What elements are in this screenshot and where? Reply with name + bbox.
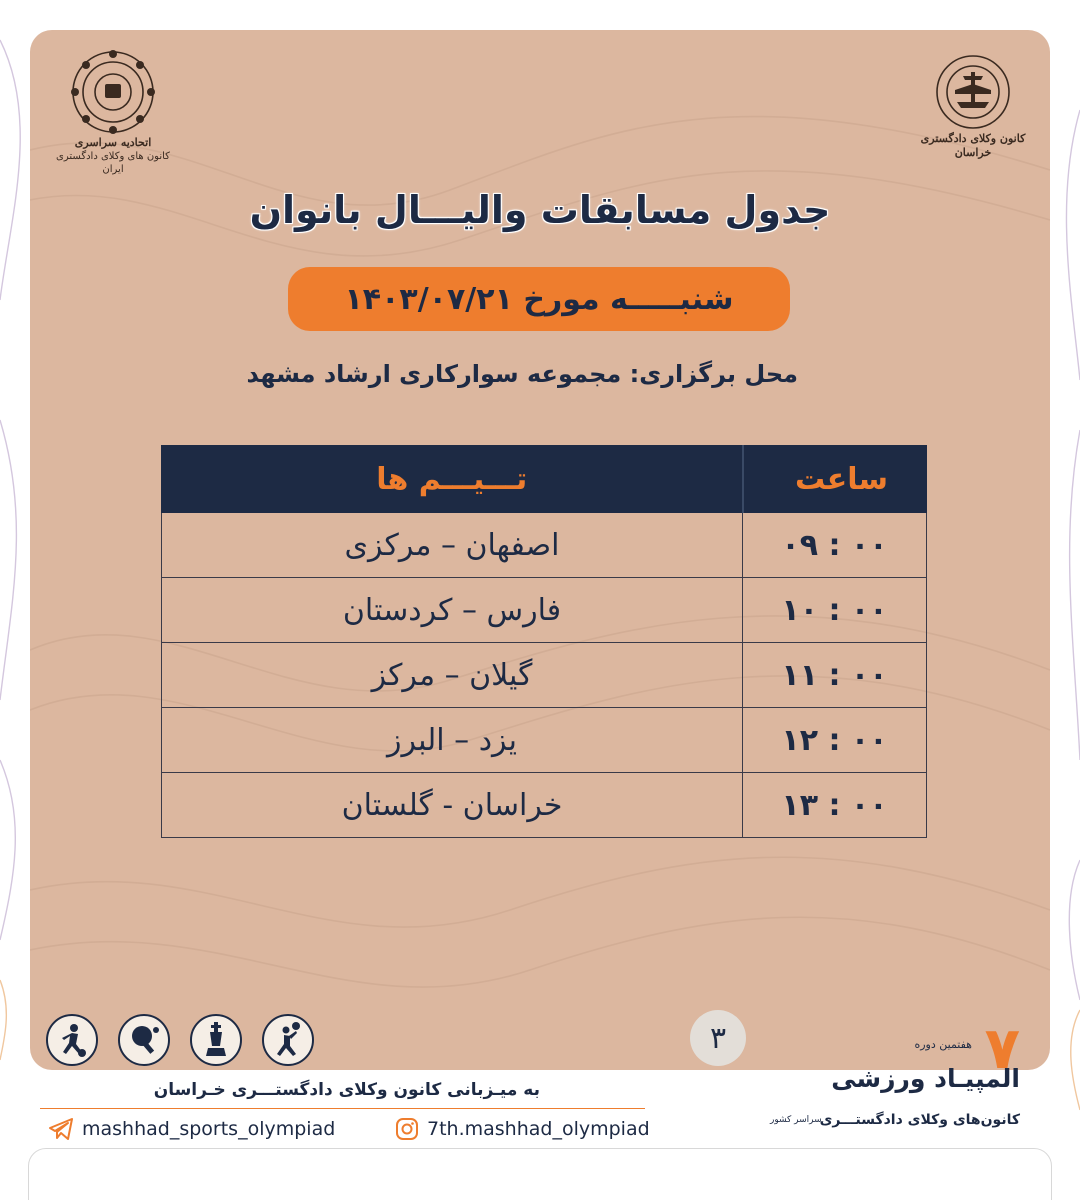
- venue-text: محل برگزاری: مجموعه سوارکاری ارشاد مشهد: [246, 360, 798, 388]
- olympiad-brand-logo: [770, 1014, 1060, 1138]
- page-title: جدول مسابقات والیـــال بانوان: [249, 188, 831, 232]
- schedule-card: [30, 30, 1050, 1070]
- table-tennis-icon: [118, 1014, 170, 1066]
- date-badge: [288, 267, 790, 331]
- teams-column-header: تـــیـــم ها: [162, 446, 743, 513]
- khorasan-bar-logo: [908, 52, 1038, 161]
- emblem-icon: [69, 48, 157, 136]
- volleyball-icon: [262, 1014, 314, 1066]
- telegram-icon: [48, 1117, 74, 1141]
- instagram-handle: 7th.mashhad_olympiad: [427, 1118, 650, 1140]
- right-logo-text: کانون وکلای دادگستری خراسان: [920, 132, 1026, 160]
- match-teams: گیلان – مرکز: [162, 643, 743, 708]
- match-time: ۱۲ : ۰۰: [743, 708, 927, 773]
- instagram-icon: [395, 1117, 419, 1141]
- scales-emblem-icon: [933, 52, 1013, 132]
- match-teams: یزد – البرز: [162, 708, 743, 773]
- date-text: شنبـــــه مورخ ۱۴۰۳/۰۷/۲۱: [344, 281, 734, 317]
- table-header-row: [162, 446, 927, 513]
- brand-edition: هفتمین دوره: [914, 1038, 972, 1051]
- match-time: ۰۹ : ۰۰: [743, 513, 927, 578]
- telegram-link[interactable]: [48, 1117, 335, 1141]
- match-schedule-table: [161, 445, 927, 838]
- page-number: ۳: [690, 1010, 746, 1066]
- instagram-link[interactable]: [395, 1117, 650, 1141]
- bottom-frame: [28, 1148, 1052, 1200]
- match-teams: خراسان - گلستان: [162, 773, 743, 838]
- match-time: ۱۰ : ۰۰: [743, 578, 927, 643]
- footer-divider: [40, 1108, 645, 1109]
- table-row: [162, 643, 927, 708]
- brand-subtitle-2: سراسر کشور: [770, 1115, 822, 1125]
- left-logo-line1: اتحادیه سراسری: [74, 136, 152, 149]
- brand-title: المپیـاد ورزشی: [831, 1064, 1020, 1093]
- match-teams: فارس – کردستان: [162, 578, 743, 643]
- table-row: [162, 513, 927, 578]
- football-icon: [46, 1014, 98, 1066]
- telegram-handle: mashhad_sports_olympiad: [82, 1118, 336, 1140]
- brand-number: ۷: [984, 1014, 1020, 1082]
- match-time: ۱۳ : ۰۰: [743, 773, 927, 838]
- left-logo-line2: کانون های وکلای دادگستری ایران: [56, 151, 170, 176]
- time-column-header: ساعت: [743, 446, 927, 513]
- table-row: [162, 773, 927, 838]
- host-text: به میـزبانی کانون وکلای دادگستـــری خـراسان: [153, 1080, 540, 1100]
- iran-bar-union-logo: [48, 48, 178, 176]
- chess-icon: [190, 1014, 242, 1066]
- table-row: [162, 708, 927, 773]
- match-time: ۱۱ : ۰۰: [743, 643, 927, 708]
- brand-subtitle: کانون‌های وکلای دادگستـــری: [819, 1112, 1020, 1128]
- match-teams: اصفهان – مرکزی: [162, 513, 743, 578]
- table-row: [162, 578, 927, 643]
